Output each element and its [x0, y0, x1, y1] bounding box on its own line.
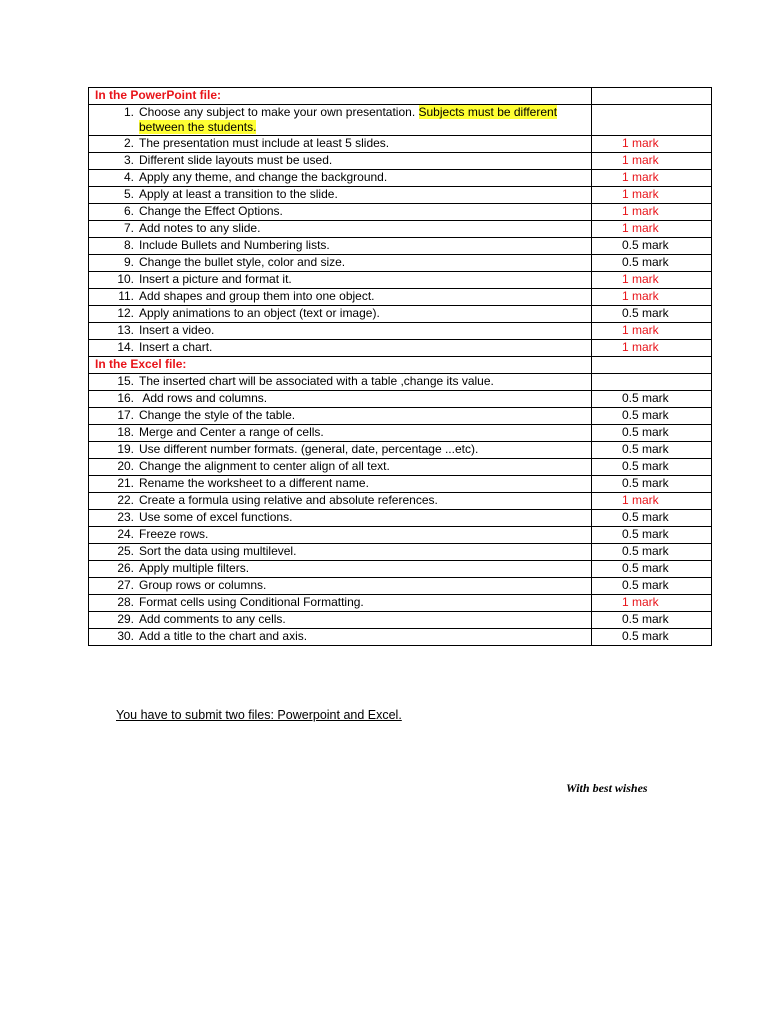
- tasks-body: [89, 88, 712, 646]
- task-text: The inserted chart will be associated with a table ,change its value.: [139, 374, 494, 388]
- task-number: 28.: [117, 595, 134, 609]
- task-number: 16.: [117, 391, 134, 405]
- task-row: [89, 323, 712, 340]
- task-text: Format cells using Conditional Formatting.: [139, 595, 364, 609]
- task-row: [89, 629, 712, 646]
- task-number: 4.: [123, 170, 134, 184]
- task-text: Merge and Center a range of cells.: [139, 425, 324, 439]
- task-row: [89, 170, 712, 187]
- task-description: [138, 442, 591, 457]
- task-row: [89, 544, 712, 561]
- task-cell: [89, 255, 592, 272]
- task-mark: 0.5 mark: [592, 476, 712, 493]
- task-text: Insert a chart.: [139, 340, 213, 354]
- task-description: [138, 578, 591, 593]
- task-text: Change the Effect Options.: [139, 204, 283, 218]
- task-cell: [89, 238, 592, 255]
- submit-note: You have to submit two files: Powerpoint and Excel.: [116, 708, 402, 722]
- task-cell: [89, 374, 592, 391]
- task-row: [89, 561, 712, 578]
- task-text: Different slide layouts must be used.: [139, 153, 333, 167]
- task-number: 11.: [118, 289, 134, 303]
- task-highlight: Subjects must be different between the students.: [139, 105, 558, 134]
- task-text: Add shapes and group them into one object.: [139, 289, 375, 303]
- task-cell: [89, 578, 592, 595]
- task-description: [138, 153, 591, 168]
- task-cell: [89, 105, 592, 136]
- task-mark: 1 mark: [592, 170, 712, 187]
- task-mark: 0.5 mark: [592, 306, 712, 323]
- task-cell: [89, 442, 592, 459]
- task-mark: 1 mark: [592, 289, 712, 306]
- task-mark: 1 mark: [592, 340, 712, 357]
- task-number: 23.: [117, 510, 134, 524]
- task-description: [138, 340, 591, 355]
- task-cell: [89, 476, 592, 493]
- task-description: [138, 544, 591, 559]
- task-cell: [89, 612, 592, 629]
- task-text: Use different number formats. (general, date, percentage ...etc).: [139, 442, 479, 456]
- task-text: Group rows or columns.: [139, 578, 267, 592]
- section-header-row: [89, 357, 712, 374]
- task-mark: 1 mark: [592, 187, 712, 204]
- task-cell: [89, 306, 592, 323]
- task-description: [138, 493, 591, 508]
- task-number: 24.: [117, 527, 134, 541]
- task-row: [89, 136, 712, 153]
- task-row: [89, 510, 712, 527]
- task-description: [138, 527, 591, 542]
- task-cell: [89, 510, 592, 527]
- task-description: [138, 105, 591, 135]
- task-text: Insert a picture and format it.: [139, 272, 292, 286]
- task-number: 25.: [117, 544, 134, 558]
- task-description: [138, 561, 591, 576]
- task-mark: 1 mark: [592, 493, 712, 510]
- task-row: [89, 187, 712, 204]
- task-cell: [89, 170, 592, 187]
- task-cell: [89, 459, 592, 476]
- task-text: Add a title to the chart and axis.: [139, 629, 308, 643]
- task-row: [89, 204, 712, 221]
- task-cell: [89, 204, 592, 221]
- task-mark: 0.5 mark: [592, 527, 712, 544]
- task-cell: [89, 527, 592, 544]
- task-text: Freeze rows.: [139, 527, 209, 541]
- task-number: 13.: [117, 323, 134, 337]
- section-heading-mark-cell: [592, 88, 712, 105]
- task-description: [138, 595, 591, 610]
- task-text: Create a formula using relative and absolute references.: [139, 493, 438, 507]
- task-number: 30.: [117, 629, 134, 643]
- task-number: 19.: [117, 442, 134, 456]
- task-number: 10.: [117, 272, 134, 286]
- task-cell: [89, 221, 592, 238]
- task-number: 6.: [123, 204, 134, 218]
- task-text: Include Bullets and Numbering lists.: [139, 238, 330, 252]
- task-mark: 0.5 mark: [592, 612, 712, 629]
- task-text: Choose any subject to make your own presentation.: [139, 105, 419, 119]
- task-text: Insert a video.: [139, 323, 215, 337]
- task-row: [89, 527, 712, 544]
- task-description: [138, 408, 591, 423]
- task-cell: [89, 493, 592, 510]
- section-heading: In the PowerPoint file:: [89, 88, 592, 105]
- task-description: [138, 306, 591, 321]
- task-row: [89, 306, 712, 323]
- section-header-row: [89, 88, 712, 105]
- task-mark: 1 mark: [592, 153, 712, 170]
- task-number: 26.: [117, 561, 134, 575]
- task-row: [89, 221, 712, 238]
- task-number: 5.: [123, 187, 134, 201]
- task-cell: [89, 136, 592, 153]
- task-mark: 0.5 mark: [592, 408, 712, 425]
- task-mark: 0.5 mark: [592, 238, 712, 255]
- task-cell: [89, 340, 592, 357]
- task-row: [89, 476, 712, 493]
- task-text: The presentation must include at least 5 slides.: [139, 136, 390, 150]
- task-row: [89, 578, 712, 595]
- task-description: [138, 221, 591, 236]
- task-cell: [89, 289, 592, 306]
- task-row: [89, 153, 712, 170]
- task-mark: 0.5 mark: [592, 391, 712, 408]
- task-number: 7.: [123, 221, 134, 235]
- task-mark: 1 mark: [592, 272, 712, 289]
- task-text: Apply at least a transition to the slide.: [139, 187, 338, 201]
- task-row: [89, 391, 712, 408]
- task-mark: 0.5 mark: [592, 544, 712, 561]
- task-number: 8.: [123, 238, 134, 252]
- task-description: [138, 629, 591, 644]
- task-cell: [89, 629, 592, 646]
- task-row: [89, 105, 712, 136]
- section-heading-mark-cell: [592, 357, 712, 374]
- task-row: [89, 289, 712, 306]
- task-number: 12.: [117, 306, 134, 320]
- task-cell: [89, 391, 592, 408]
- task-mark: [592, 105, 712, 136]
- task-description: [138, 289, 591, 304]
- task-text: Add rows and columns.: [139, 391, 268, 405]
- task-mark: 1 mark: [592, 595, 712, 612]
- task-number: 22.: [117, 493, 134, 507]
- tasks-table: [88, 87, 712, 646]
- section-heading: In the Excel file:: [89, 357, 592, 374]
- task-cell: [89, 408, 592, 425]
- task-text: Change the bullet style, color and size.: [139, 255, 346, 269]
- task-cell: [89, 425, 592, 442]
- task-description: [138, 323, 591, 338]
- task-row: [89, 595, 712, 612]
- task-mark: 0.5 mark: [592, 425, 712, 442]
- task-row: [89, 459, 712, 476]
- task-description: [138, 187, 591, 202]
- task-text: Apply multiple filters.: [139, 561, 250, 575]
- task-text: Change the style of the table.: [139, 408, 296, 422]
- task-cell: [89, 153, 592, 170]
- task-description: [138, 374, 591, 389]
- task-text: Apply animations to an object (text or image).: [139, 306, 380, 320]
- task-row: [89, 238, 712, 255]
- task-description: [138, 476, 591, 491]
- task-cell: [89, 187, 592, 204]
- task-mark: 0.5 mark: [592, 510, 712, 527]
- task-description: [138, 255, 591, 270]
- task-description: [138, 510, 591, 525]
- task-number: 1.: [123, 105, 134, 119]
- task-text: Apply any theme, and change the background.: [139, 170, 388, 184]
- task-row: [89, 425, 712, 442]
- task-text: Rename the worksheet to a different name.: [139, 476, 369, 490]
- task-number: 14.: [117, 340, 134, 354]
- task-row: [89, 374, 712, 391]
- task-cell: [89, 595, 592, 612]
- task-cell: [89, 544, 592, 561]
- task-description: [138, 272, 591, 287]
- task-row: [89, 272, 712, 289]
- task-text: Sort the data using multilevel.: [139, 544, 297, 558]
- task-description: [138, 136, 591, 151]
- task-mark: 0.5 mark: [592, 561, 712, 578]
- task-mark: 1 mark: [592, 221, 712, 238]
- task-text: Change the alignment to center align of all text.: [139, 459, 390, 473]
- task-number: 27.: [117, 578, 134, 592]
- task-text: Add comments to any cells.: [139, 612, 286, 626]
- task-row: [89, 612, 712, 629]
- task-mark: 1 mark: [592, 136, 712, 153]
- task-row: [89, 493, 712, 510]
- task-mark: 1 mark: [592, 323, 712, 340]
- task-mark: 0.5 mark: [592, 578, 712, 595]
- task-number: 9.: [123, 255, 134, 269]
- task-mark: 0.5 mark: [592, 629, 712, 646]
- task-description: [138, 204, 591, 219]
- task-number: 15.: [117, 374, 134, 388]
- task-row: [89, 442, 712, 459]
- task-number: 17.: [117, 408, 134, 422]
- task-description: [138, 425, 591, 440]
- task-mark: 0.5 mark: [592, 255, 712, 272]
- closing-signature: With best wishes: [566, 781, 648, 795]
- task-number: 3.: [123, 153, 134, 167]
- task-mark: 0.5 mark: [592, 459, 712, 476]
- task-description: [138, 238, 591, 253]
- task-number: 20.: [117, 459, 134, 473]
- task-description: [138, 459, 591, 474]
- task-number: 29.: [117, 612, 134, 626]
- task-text: Add notes to any slide.: [139, 221, 261, 235]
- task-description: [138, 170, 591, 185]
- task-cell: [89, 323, 592, 340]
- task-number: 2.: [123, 136, 134, 150]
- task-description: [138, 612, 591, 627]
- task-mark: [592, 374, 712, 391]
- task-text: Use some of excel functions.: [139, 510, 293, 524]
- task-cell: [89, 561, 592, 578]
- task-mark: 0.5 mark: [592, 442, 712, 459]
- task-row: [89, 340, 712, 357]
- task-row: [89, 408, 712, 425]
- task-description: [138, 391, 591, 406]
- task-row: [89, 255, 712, 272]
- task-number: 18.: [117, 425, 134, 439]
- task-cell: [89, 272, 592, 289]
- task-number: 21.: [117, 476, 134, 490]
- task-mark: 1 mark: [592, 204, 712, 221]
